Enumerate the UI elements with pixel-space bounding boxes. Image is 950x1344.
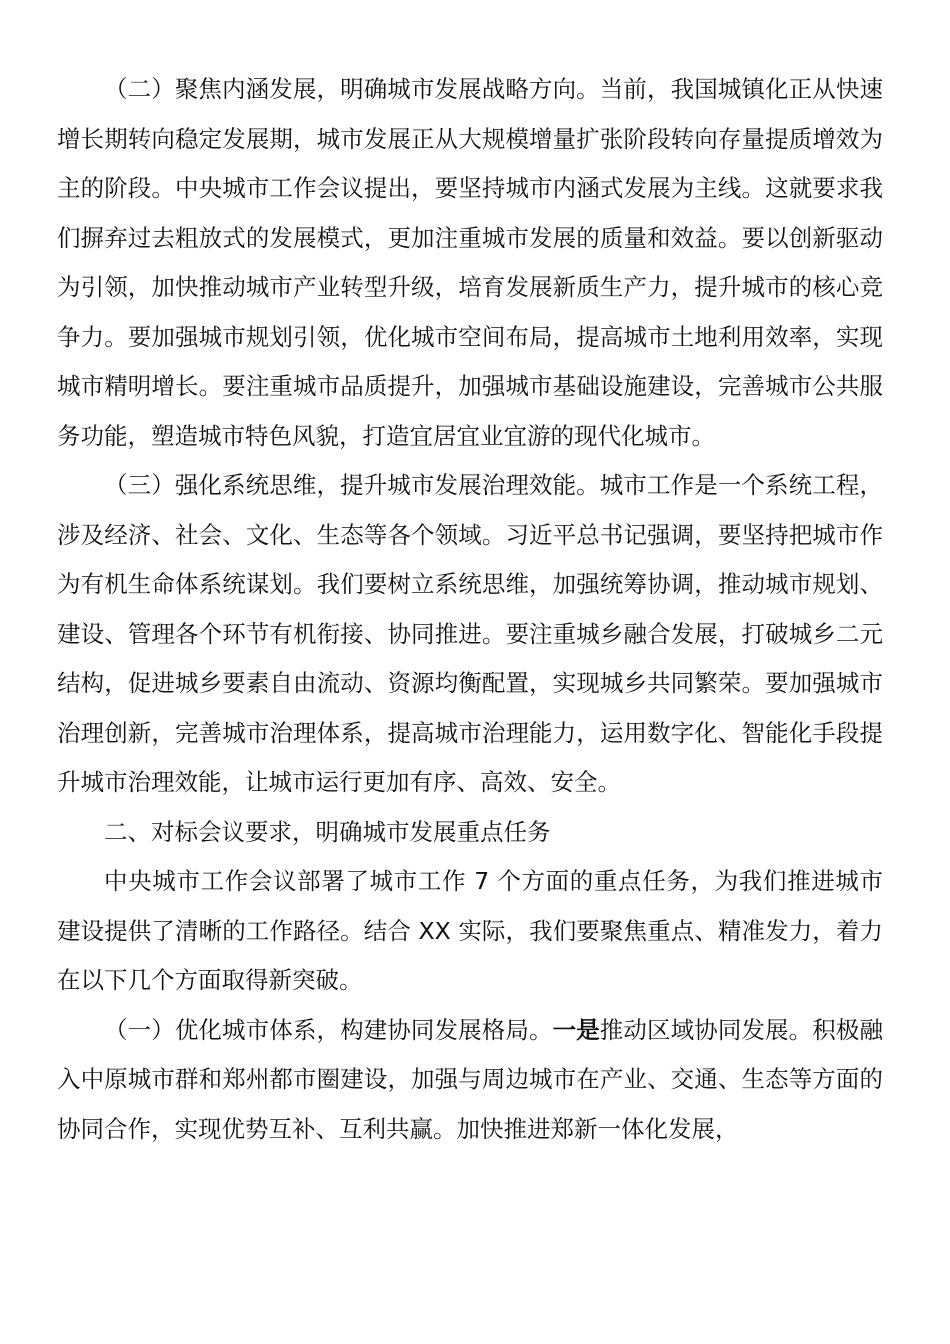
paragraph-section-3: （三）强化系统思维，提升城市发展治理效能。城市工作是一个系统工程，涉及经济、社会、文化、生态等各个领域。习近平总书记强调，要坚持把城市作为有机生命体系统谋划。我们要树立系统思维，加强统筹协调，推动城市规划、建设、管理各个环节有机衔接、协同推进。要注重城乡融合发展，打破城乡二元结构，促进城乡要素自由流动、资源均衡配置，实现城乡共同繁荣。要加强城市治理创新，完善城市治理体系，提高城市治理能力，运用数字化、智能化手段提升城市治理效能，让城市运行更加有序、高效、安全。 <box>57 471 883 796</box>
task-1-bold-marker: 一是 <box>552 1015 600 1044</box>
paragraph-intro: 中央城市工作会议部署了城市工作 7 个方面的重点任务，为我们推进城市建设提供了清晰的工作路径。结合 XX 实际，我们要聚焦重点、精准发力，着力在以下几个方面取得新突破。 <box>57 867 883 994</box>
document-body <box>57 65 883 1154</box>
section-heading-part-2: 二、对标会议要求，明确城市发展重点任务 <box>104 817 551 846</box>
paragraph-section-2: （二）聚焦内涵发展，明确城市发展战略方向。当前，我国城镇化正从快速增长期转向稳定发展期，城市发展正从大规模增量扩张阶段转向存量提质增效为主的阶段。中央城市工作会议提出，要坚持城市内涵式发展为主线。这就要求我们摒弃过去粗放式的发展模式，更加注重城市发展的质量和效益。要以创新驱动为引领，加快推动城市产业转型升级，培育发展新质生产力，提升城市的核心竞争力。要加强城市规划引领，优化城市空间布局，提高城市土地利用效率，实现城市精明增长。要注重城市品质提升，加强城市基础设施建设，完善城市公共服务功能，塑造城市特色风貌，打造宜居宜业宜游的现代化城市。 <box>57 75 883 450</box>
task-1-text: 推动区域协同发展。积极融入中原城市群和郑州都市圈建设，加强与周边城市在产业、交通、生态等方面的协同合作，实现优势互补、互利共赢。加快推进郑新一体化发展， <box>57 1015 883 1143</box>
paragraph-task-1 <box>57 1006 883 1155</box>
task-1-lead: （一）优化城市体系，构建协同发展格局。 <box>104 1015 553 1044</box>
